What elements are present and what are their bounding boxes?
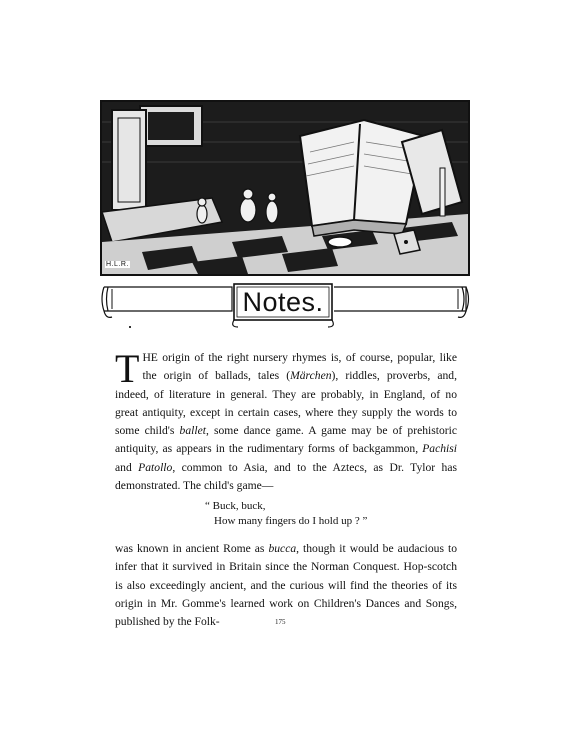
text-segment: and xyxy=(115,460,139,474)
quote-line-2: How many fingers do I hold up ? ” xyxy=(214,515,368,527)
text-segment-italic: Pachisi xyxy=(422,442,457,456)
title-banner xyxy=(100,281,472,331)
text-segment: was known in ancient Rome as xyxy=(115,542,269,555)
text-segment: , some dance game. A game may be of prehistoric antiquity, as appears in the rudimentary forms of backgammon, xyxy=(115,424,457,456)
text-segment-italic: ballet xyxy=(179,424,206,438)
text-segment-italic: bucca xyxy=(268,542,297,555)
page-number: 175 xyxy=(275,618,286,626)
page-title: Notes. xyxy=(242,286,324,317)
nursery-scene-drawing xyxy=(102,102,468,274)
text-segment: , common to Asia, and to the Aztecs, as Dr. Tylor has demonstrated. The child's game— xyxy=(115,460,458,493)
print-speck xyxy=(129,326,131,328)
header-illustration xyxy=(100,100,470,276)
rhyme-quotation xyxy=(205,499,367,529)
text-segment: ), riddles, proverbs, and, indeed, of literature in general. They are probably, in England, of no great antiquity, except in certain cases, where they supply the words to some child's xyxy=(115,369,458,438)
quote-line-1: “ Buck, buck, xyxy=(205,500,266,512)
text-segment: , though it would be audacious to infer that it survived in Britain since the Norman Conquest. Hop-scotch is also exceedingly ancient, and the curious will find the theories of its origin in Mr. Gomme's learned work on Children's Dances and Songs, published by the Folk- xyxy=(115,542,457,629)
text-segment: HE origin of the right nursery rhymes is, of course, popular, like the origin of ballads, tales ( xyxy=(142,351,457,383)
text-segment-italic: Märchen xyxy=(290,369,332,383)
body-paragraph-1 xyxy=(115,346,458,495)
text-segment-italic: Patollo xyxy=(138,460,173,474)
drop-cap: T xyxy=(115,346,140,391)
body-paragraph-2 xyxy=(115,540,457,631)
artist-monogram: H.L.R. xyxy=(106,261,129,268)
